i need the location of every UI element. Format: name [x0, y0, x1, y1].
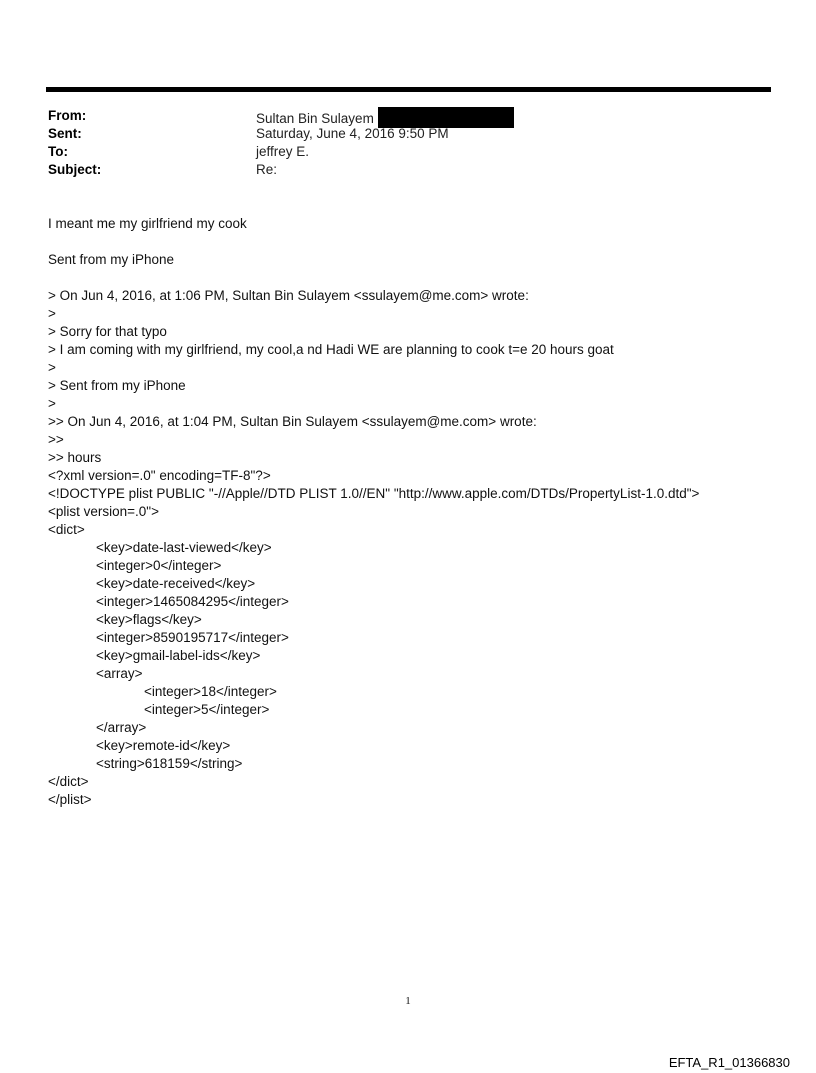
header-rule	[46, 87, 771, 92]
signature-line: Sent from my iPhone	[48, 252, 175, 267]
quoted-line: >	[48, 396, 56, 411]
from-value: Sultan Bin Sulayem	[256, 111, 374, 126]
message-line: I meant me my girlfriend my cook	[48, 216, 247, 231]
email-body	[48, 215, 788, 809]
xml-line: <key>date-received</key>	[96, 576, 256, 591]
to-value: jeffrey E.	[256, 144, 310, 159]
email-header	[48, 107, 748, 179]
subject-label: Subject:	[48, 162, 102, 177]
subject-row	[48, 161, 748, 179]
to-label: To:	[48, 144, 68, 159]
page-number: 1	[405, 995, 411, 1007]
quoted-line: >	[48, 306, 56, 321]
quoted-line: > On Jun 4, 2016, at 1:06 PM, Sultan Bin Sulayem <ssulayem@me.com> wrote:	[48, 288, 529, 303]
xml-line: <string>618159</string>	[96, 756, 243, 771]
subject-value: Re:	[256, 162, 278, 177]
xml-line: <key>remote-id</key>	[96, 738, 231, 753]
bates-number: EFTA_R1_01366830	[668, 1055, 790, 1070]
from-label: From:	[48, 108, 87, 123]
quoted-line: >> hours	[48, 450, 102, 465]
xml-line: <integer>1465084295</integer>	[96, 594, 289, 609]
quoted-line: >> On Jun 4, 2016, at 1:04 PM, Sultan Bin Sulayem <ssulayem@me.com> wrote:	[48, 414, 537, 429]
spacer	[48, 269, 788, 287]
xml-line: </array>	[96, 720, 147, 735]
quoted-line: >	[48, 360, 56, 375]
quoted-line: > I am coming with my girlfriend, my cool,a nd Hadi WE are planning to cook t=e 20 hours goat	[48, 342, 614, 357]
quoted-line: > Sorry for that typo	[48, 324, 167, 339]
xml-line: <plist version=.0">	[48, 504, 159, 519]
sent-value: Saturday, June 4, 2016 9:50 PM	[256, 126, 449, 141]
xml-line: <key>gmail-label-ids</key>	[96, 648, 261, 663]
quoted-line: >>	[48, 432, 64, 447]
xml-line: <integer>5</integer>	[144, 702, 270, 717]
xml-line: <dict>	[48, 522, 85, 537]
xml-line: <!DOCTYPE plist PUBLIC "-//Apple//DTD PLIST 1.0//EN" "http://www.apple.com/DTDs/PropertyList-1.0.dtd">	[48, 486, 700, 501]
xml-line: </plist>	[48, 792, 92, 807]
sent-label: Sent:	[48, 126, 82, 141]
xml-line: <array>	[96, 666, 143, 681]
xml-line: <?xml version=.0" encoding=TF-8"?>	[48, 468, 271, 483]
quoted-line: > Sent from my iPhone	[48, 378, 186, 393]
xml-line: </dict>	[48, 774, 89, 789]
spacer	[48, 233, 788, 251]
to-row	[48, 143, 748, 161]
xml-line: <integer>8590195717</integer>	[96, 630, 289, 645]
xml-line: <key>date-last-viewed</key>	[96, 540, 272, 555]
xml-line: <key>flags</key>	[96, 612, 202, 627]
from-row	[48, 107, 748, 125]
xml-line: <integer>0</integer>	[96, 558, 222, 573]
xml-line: <integer>18</integer>	[144, 684, 277, 699]
sent-row	[48, 125, 748, 143]
